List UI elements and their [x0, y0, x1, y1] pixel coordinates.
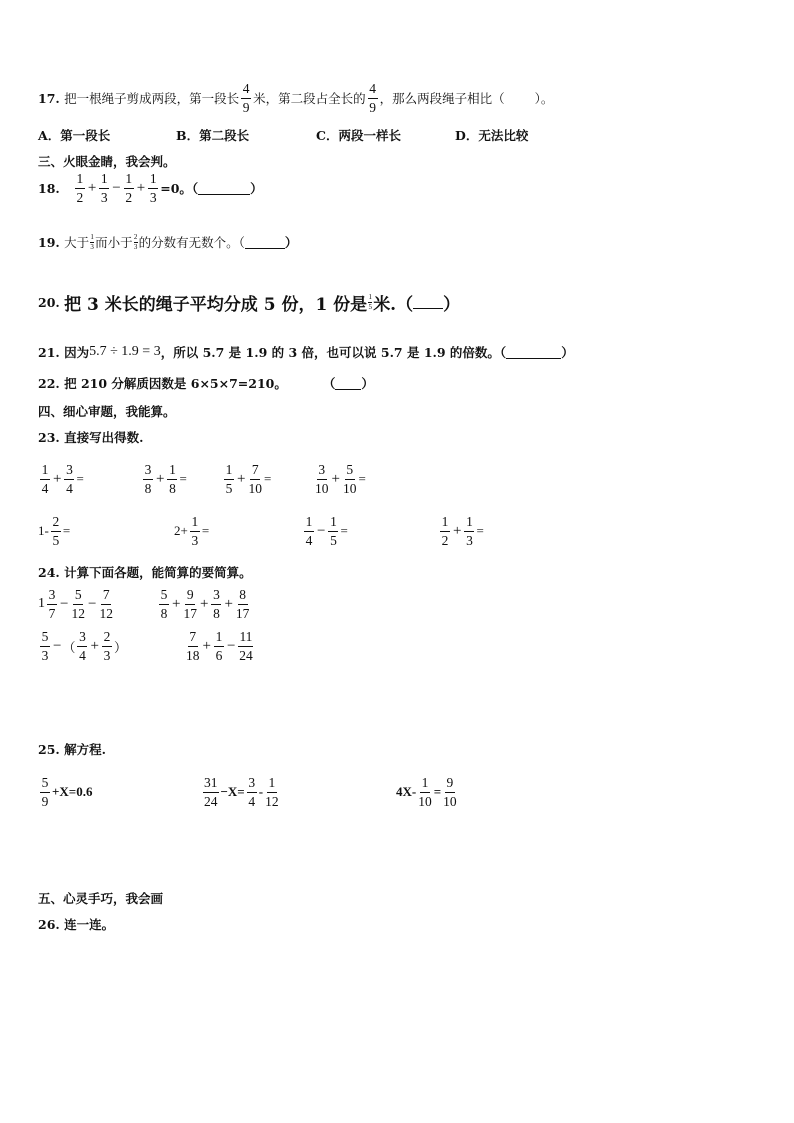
- question-text: 把 210 分解质因数是 6×5×7=210。: [64, 376, 287, 391]
- calc-item: $\frac{3}{10}$ + $\frac{5}{10}$ =: [315, 462, 366, 496]
- question-20: 20. 把 3 米长的绳子平均分成 5 份，1 份是 $\frac{1}{5}$ 米.（ ）: [38, 290, 460, 315]
- question-text: 米，第二段占全长的: [253, 91, 366, 106]
- fraction: $\frac{4}{9}$: [242, 81, 250, 115]
- fraction: $\frac{4}{9}$: [369, 81, 377, 115]
- calc-item: $\frac{1}{2}$ + $\frac{1}{3}$ =: [441, 514, 484, 548]
- fraction: $\frac{1}{3}$: [90, 232, 94, 251]
- fraction: $\frac{1}{3}$: [149, 171, 157, 205]
- answer-blank[interactable]: [245, 236, 285, 249]
- calc-expression: 1 $\frac{3}{7}$ − $\frac{5}{12}$ − $\frac{7}{12}$: [38, 587, 113, 621]
- question-number: 17.: [38, 90, 60, 106]
- calc-item: 1- $\frac{2}{5}$ =: [38, 514, 71, 548]
- question-number: 21.: [38, 344, 60, 360]
- option-b[interactable]: B．第二段长: [176, 128, 250, 143]
- question-text: 直接写出得数.: [64, 430, 144, 445]
- question-number: 22.: [38, 375, 60, 391]
- question-number: 25.: [38, 741, 60, 757]
- equation-2: $\frac{31}{24}$ −X= $\frac{3}{4}$ - $\frac{1}{12}$: [204, 775, 279, 809]
- question-text: ）。: [534, 91, 554, 106]
- fraction: $\frac{1}{5}$: [368, 293, 372, 311]
- question-number: 24.: [38, 564, 60, 580]
- question-18: 18. $\frac{1}{2}$ + $\frac{1}{3}$ − $\frac{1}{2}$ + $\frac{1}{3}$ =0。（ ）: [38, 171, 263, 205]
- section-4-heading: 四、细心审题，我能算。: [38, 404, 176, 419]
- fraction: $\frac{1}{3}$: [100, 171, 108, 205]
- fraction: $\frac{1}{2}$: [125, 171, 133, 205]
- question-22: 22. 把 210 分解质因数是 6×5×7=210。 （ ）: [38, 375, 374, 391]
- question-21: 21. 因为 5.7 ÷ 1.9 = 3 ，所以 5.7 是 1.9 的 3 倍，也可以说 5.7 是 1.9 的倍数。（ ）: [38, 344, 574, 360]
- question-number: 20.: [38, 295, 60, 310]
- question-text: 计算下面各题，能简算的要简算。: [64, 565, 252, 580]
- question-number: 23.: [38, 429, 60, 445]
- answer-blank[interactable]: [506, 346, 561, 359]
- question-text: 米.（: [373, 295, 414, 315]
- option-a[interactable]: A．第一段长: [38, 128, 111, 143]
- question-19: 19. 大于 $\frac{1}{3}$ 而小于 $\frac{2}{3}$ 的分数有无数个。（ ）: [38, 232, 298, 251]
- question-26-title: [38, 915, 114, 933]
- option-d[interactable]: D．无法比较: [455, 128, 529, 143]
- calc-expression: $\frac{7}{18}$ + $\frac{1}{6}$ − $\frac{11}{24}$: [186, 629, 253, 663]
- question-number: 19.: [38, 234, 60, 250]
- question-number: 18.: [38, 180, 60, 196]
- question-24-title: [38, 563, 252, 581]
- calc-item: $\frac{3}{8}$ + $\frac{1}{8}$ =: [144, 462, 187, 496]
- section-3-heading: 三、火眼金睛，我会判。: [38, 154, 176, 169]
- calc-item: $\frac{1}{4}$ − $\frac{1}{5}$ =: [305, 514, 348, 548]
- equation-3: 4X- $\frac{1}{10}$ = $\frac{9}{10}$: [396, 775, 457, 809]
- equation: 5.7 ÷ 1.9 = 3: [89, 344, 161, 359]
- question-text: ，那么两段绳子相比（: [379, 91, 505, 106]
- calc-item: 2+ $\frac{1}{3}$ =: [174, 514, 210, 548]
- fraction: $\frac{2}{3}$: [133, 232, 138, 251]
- answer-blank[interactable]: [335, 377, 361, 390]
- calc-expression: $\frac{5}{8}$ + $\frac{9}{17}$ + $\frac{3}{8}$ + $\frac{8}{17}$: [160, 587, 250, 621]
- question-23-title: [38, 428, 143, 446]
- question-text: 把 3 米长的绳子平均分成 5 份，1 份是: [64, 295, 368, 315]
- answer-blank[interactable]: [198, 182, 250, 195]
- equation-1: $\frac{5}{9}$ +X=0.6: [41, 775, 93, 809]
- section-5-heading: 五、心灵手巧，我会画: [38, 891, 164, 906]
- fraction: $\frac{1}{2}$: [76, 171, 84, 205]
- calc-item: $\frac{1}{5}$ + $\frac{7}{10}$ =: [225, 462, 272, 496]
- calc-expression: $\frac{5}{3}$ − （ $\frac{3}{4}$ + $\frac{2}{3}$ ）: [41, 629, 127, 663]
- question-number: 26.: [38, 916, 60, 932]
- question-text: =0。（: [160, 181, 199, 196]
- option-c[interactable]: C．两段一样长: [316, 128, 401, 143]
- question-17: [38, 82, 553, 114]
- question-25-title: [38, 740, 106, 758]
- calc-item: $\frac{1}{4}$ + $\frac{3}{4}$ =: [41, 462, 84, 496]
- question-text: 把一根绳子剪成两段，第一段长: [64, 91, 240, 106]
- question-text: 解方程.: [64, 742, 106, 757]
- answer-blank[interactable]: [413, 296, 443, 309]
- question-text: 连一连。: [64, 917, 115, 932]
